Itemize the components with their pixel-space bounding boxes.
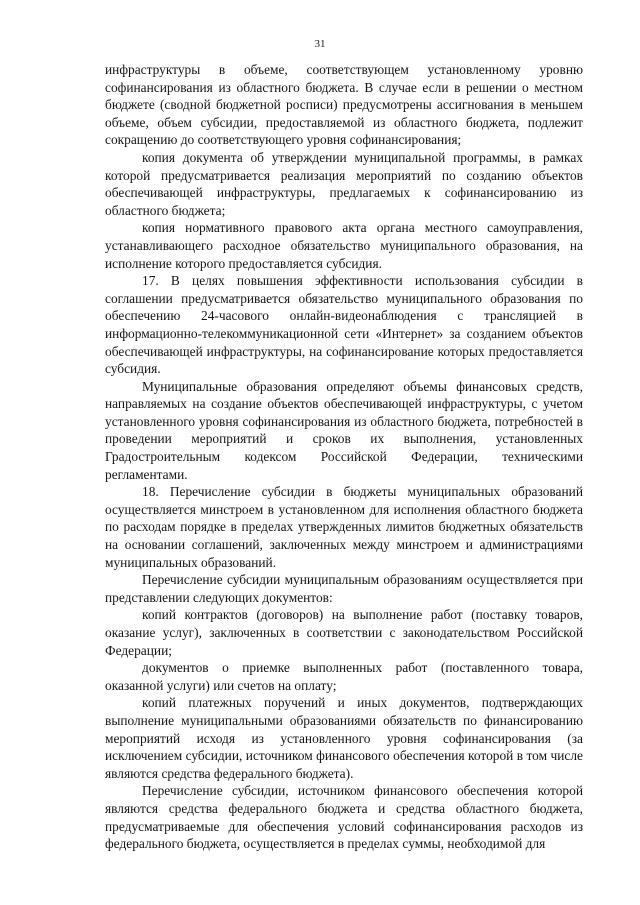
paragraph-acceptance-documents: документов о приемке выполненных работ (поставленного товара, оказанной услуги) или счетов на оплату; — [105, 660, 583, 693]
paragraph-item-17: 17. В целях повышения эффективности использования субсидии в соглашении предусматривается обязательство муниципального образования по обеспечению 24-часового онлайн-видеонаблюдения с трансляцией в информационно-телекоммуникационной сети «Интернет» за созданием объектов обеспечивающей инфраструктуры, на софинансирование которых предоставляется субсидия. — [105, 273, 583, 377]
paragraph-federal-transfer: Перечисление субсидии, источником финансового обеспечения которой являются средства федерального бюджета и средства областного бюджета, предусматриваемые для обеспечения условий софинансирования расходов из федерального бюджета, осуществляется в пределах суммы, необходимой для — [105, 783, 583, 852]
paragraph-transfer-documents: Перечисление субсидии муниципальным образованиям осуществляется при представлении следующих документов: — [105, 572, 583, 605]
paragraph-item-18: 18. Перечисление субсидии в бюджеты муниципальных образований осуществляется минстроем в установленном для исполнения областного бюджета по расходам порядке в пределах утвержденных лимитов бюджетных обязательств на основании соглашений, заключенных между минстроем и администрациями муниципальных образований. — [105, 484, 583, 570]
page-number: 31 — [314, 38, 326, 50]
paragraph-contract-copies: копий контрактов (договоров) на выполнение работ (поставку товаров, оказание услуг), заключенных в соответствии с законодательством Российской Федерации; — [105, 607, 583, 658]
document-body — [105, 61, 583, 853]
paragraph-program-copy: копия документа об утверждении муниципальной программы, в рамках которой предусматривается реализация мероприятий по созданию объектов обеспечивающей инфраструктуры, предлагаемых к софинансированию из областного бюджета; — [105, 149, 583, 218]
paragraph-legal-act-copy: копия нормативного правового акта органа местного самоуправления, устанавливающего расходное обязательство муниципального образования, на исполнение которого предоставляется субсидия. — [105, 220, 583, 271]
paragraph-continuation: инфраструктуры в объеме, соответствующем установленному уровню софинансирования из областного бюджета. В случае если в решении о местном бюджете (сводной бюджетной росписи) предусмотрены ассигнования в меньшем объеме, объем субсидии, предоставляемой из областного бюджета, подлежит сокращению до соответствующего уровня софинансирования; — [105, 62, 583, 148]
paragraph-financial-volumes: Муниципальные образования определяют объемы финансовых средств, направляемых на создание объектов обеспечивающей инфраструктуры, с учетом установленного уровня софинансирования из областного бюджета, потребностей в проведении мероприятий и сроков их выполнения, установленных Градостроительным кодексом Российской Федерации, техническими регламентами. — [105, 378, 583, 482]
paragraph-payment-orders: копий платежных поручений и иных документов, подтверждающих выполнение муниципальными образованиями обязательств по финансированию мероприятий исходя из установленного уровня софинансирования (за исключением субсидии, источником финансового обеспечения которой в том числе являются средства федерального бюджета). — [105, 695, 583, 781]
